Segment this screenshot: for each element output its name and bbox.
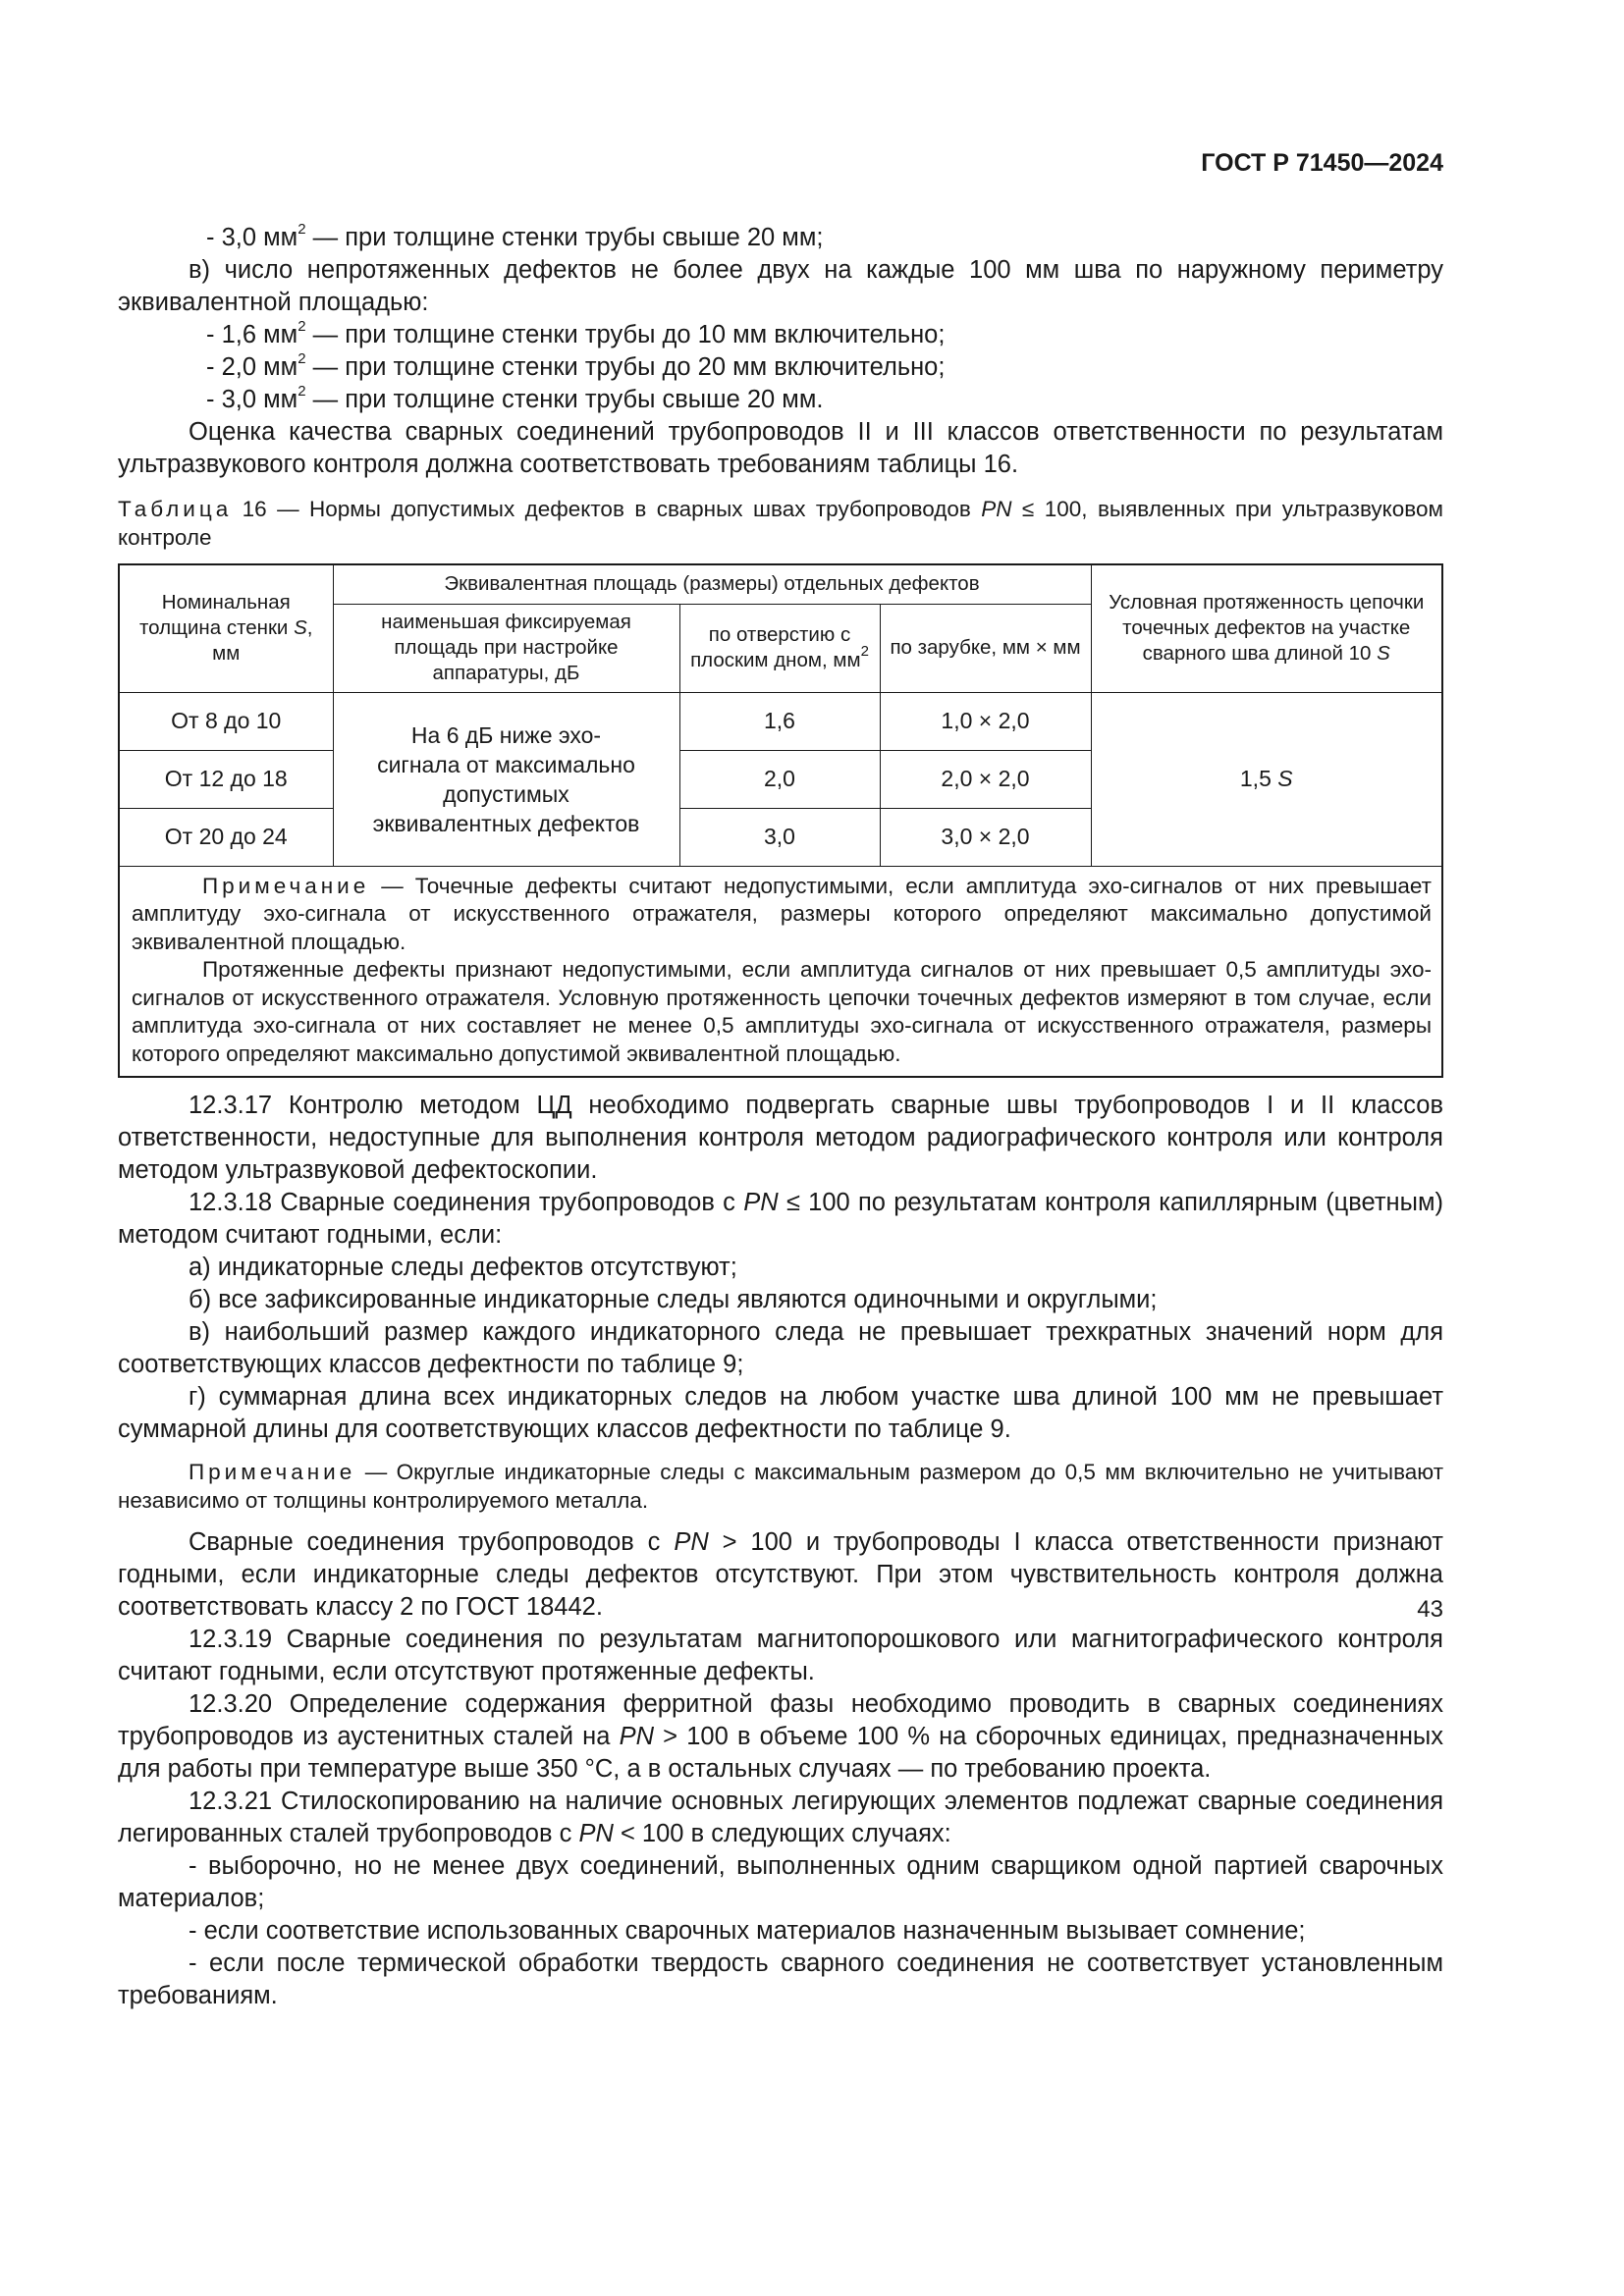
dash-item: - если соответствие использованных сварочных материалов назначенным вызывает сомнение; [189, 1917, 1306, 1945]
header-thickness: Номинальная толщина стенки S, мм [119, 564, 333, 692]
hole-cell: 3,0 [679, 808, 880, 866]
list-item-v: в) число непротяженных дефектов не более двух на каждые 100 мм шва по наружному периметру эквивалентной площадью: [118, 256, 1443, 316]
thickness-cell: От 12 до 18 [119, 750, 333, 808]
page-header [118, 149, 1443, 178]
header-min-area: наименьшая фиксируемая площадь при настройке аппаратуры, дБ [333, 604, 679, 692]
document-body [118, 222, 1443, 2012]
clause-12-3-21: 12.3.21 Стилоскопированию на наличие основных легирующих элементов подлежат сварные соединения легированных сталей трубопроводов с PN < 100 в следующих случаях: [118, 1788, 1443, 1847]
clause-12-3-19: 12.3.19 Сварные соединения по результатам магнитопорошкового или магнитографического контроля считают годными, если отсутствуют протяженные дефекты. [118, 1626, 1443, 1685]
header-notch: по зарубке, мм × мм [880, 604, 1091, 692]
dash-item: - 1,6 $мм^2$ — при толщине стенки трубы до 10 мм включительно; [206, 317, 946, 348]
dash-item: - если после термической обработки твердость сварного соединения не соответствует установленным требованиям. [118, 1949, 1443, 2009]
list-item-b: б) все зафиксированные индикаторные следы являются одиночными и округлыми; [189, 1286, 1158, 1313]
clause-12-3-17: 12.3.17 Контролю методом ЦД необходимо подвергать сварные швы трубопроводов I и II классов ответственности, недоступные для выполнения контроля методом радиографического контроля или контроля методом ультразвуковой дефектоскопии. [118, 1092, 1443, 1184]
header-flat-hole: по отверстию с плоским дном, $мм^2$ [679, 604, 880, 692]
list-item-g: г) суммарная длина всех индикаторных следов на любом участке шва длиной 100 мм не превышает суммарной длины для соответствующих классов дефектности по таблице 9. [118, 1383, 1443, 1443]
header-equivalent-area: Эквивалентная площадь (размеры) отдельных дефектов [333, 564, 1091, 604]
document-id: ГОСТ Р 71450—2024 [1201, 149, 1443, 177]
list-item-v2: в) наибольший размер каждого индикаторного следа не превышает трехкратных значений норм для соответствующих классов дефектности по таблице 9; [118, 1318, 1443, 1378]
pn-paragraph: Сварные соединения трубопроводов с PN > 100 и трубопроводы I класса ответственности признают годными, если индикаторные следы дефектов отсутствуют. При этом чувствительность контроля должна соответствовать классу 2 по ГОСТ 18442. [118, 1528, 1443, 1621]
thickness-cell: От 20 до 24 [119, 808, 333, 866]
defects-table [118, 563, 1443, 1078]
hole-cell: 1,6 [679, 692, 880, 750]
notch-cell: 1,0 × 2,0 [880, 692, 1091, 750]
min-area-cell: На 6 дБ ниже эхо-сигнала от максимально допустимых эквивалентных дефектов [333, 692, 679, 866]
header-chain-length: Условная протяженность цепочки точечных дефектов на участке сварного шва длиной 10 S [1091, 564, 1442, 692]
thickness-cell: От 8 до 10 [119, 692, 333, 750]
table-row [119, 692, 1442, 750]
hole-cell: 2,0 [679, 750, 880, 808]
table-caption: Таблица 16 — Нормы допустимых дефектов в сварных швах трубопроводов PN ≤ 100, выявленных при ультразвуковом контроле [118, 497, 1443, 550]
list-item-a: а) индикаторные следы дефектов отсутствуют; [189, 1254, 737, 1281]
page-number: 43 [1417, 1596, 1443, 1623]
dash-item: - 3,0 $мм^2$ — при толщине стенки трубы свыше 20 мм; [206, 220, 824, 251]
chain-value-cell: 1,5 S [1091, 692, 1442, 866]
assessment-paragraph: Оценка качества сварных соединений трубопроводов II и III классов ответственности по результатам ультразвукового контроля должна соответствовать требованиям таблицы 16. [118, 418, 1443, 478]
notch-cell: 3,0 × 2,0 [880, 808, 1091, 866]
dash-item: - 2,0 $мм^2$ — при толщине стенки трубы до 20 мм включительно; [206, 349, 946, 381]
dash-item: - выборочно, но не менее двух соединений, выполненных одним сварщиком одной партией сварочных материалов; [118, 1852, 1443, 1912]
note-paragraph: Примечание — Округлые индикаторные следы с максимальным размером до 0,5 мм включительно не учитывают независимо от толщины контролируемого металла. [118, 1460, 1443, 1513]
notch-cell: 2,0 × 2,0 [880, 750, 1091, 808]
clause-12-3-20: 12.3.20 Определение содержания ферритной фазы необходимо проводить в сварных соединениях трубопроводов из аустенитных сталей на PN > 100 в объеме 100 % на сборочных единицах, предназначенных для работы при температуре выше 350 °С, а в остальных случаях — по требованию проекта. [118, 1690, 1443, 1783]
clause-12-3-18: 12.3.18 Сварные соединения трубопроводов с PN ≤ 100 по результатам контроля капиллярным (цветным) методом считают годными, если: [118, 1189, 1443, 1249]
dash-item: - 3,0 $мм^2$ — при толщине стенки трубы свыше 20 мм. [206, 382, 824, 413]
table-note: Примечание — Точечные дефекты считают недопустимыми, если амплитуда эхо-сигналов от них превышает амплитуду эхо-сигнала от искусственного отражателя, размеры которого определяют максимально допустимой эквивалентной площадью. Протяженные дефекты признают недопустимыми, если амплитуда сигналов от них превышает 0,5 амплитуды эхо-сигналов от искусственного отражателя. Условную протяженность цепочки точечных дефектов измеряют в том случае, если амплитуда эхо-сигнала от них составляет не менее 0,5 амплитуды эхо-сигнала от искусственного отражателя, размеры которого определяют максимально допустимой эквивалентной площадью. [119, 866, 1442, 1077]
